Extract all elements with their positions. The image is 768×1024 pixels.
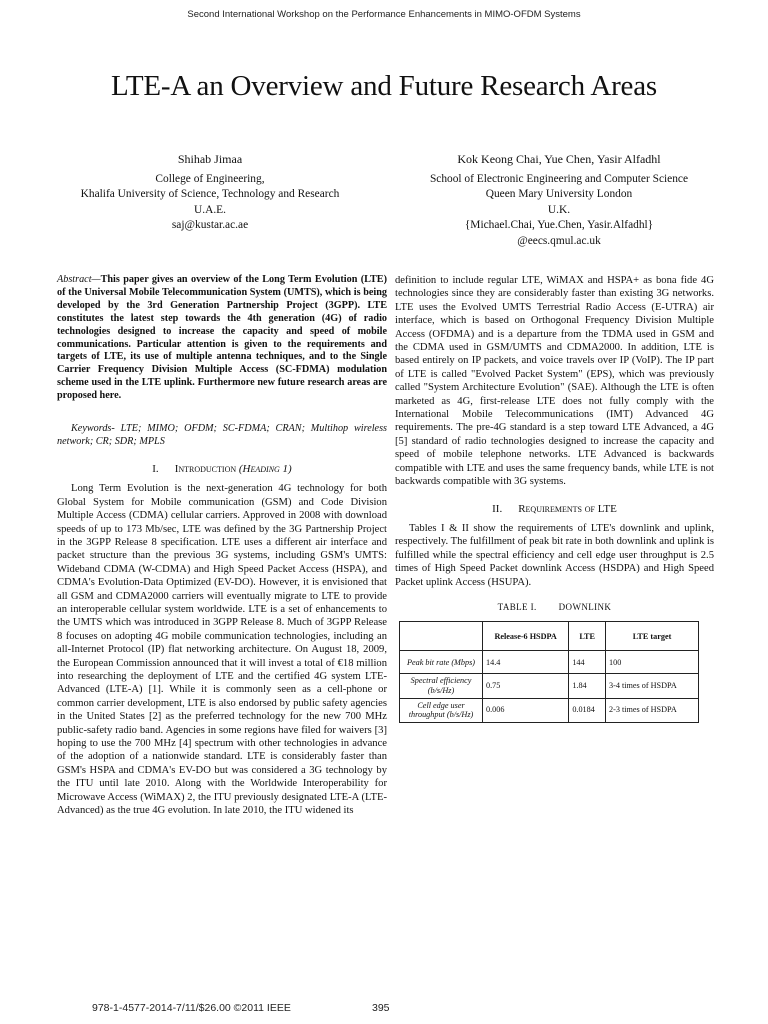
table-header-cell <box>400 622 483 651</box>
section-heading-introduction <box>57 463 387 476</box>
section-title: Introduction <box>174 462 239 475</box>
right-column <box>395 274 714 723</box>
section-number: II. <box>492 502 503 515</box>
table-cell: 14.4 <box>483 651 569 674</box>
table-header-row <box>400 622 699 651</box>
section-title: Requirements of LTE <box>518 502 617 515</box>
running-head: Second International Workshop on the Performance Enhancements in MIMO-OFDM Systems <box>187 9 581 20</box>
section-heading-requirements <box>395 503 714 516</box>
author-affiliation-line: College of Engineering, <box>155 172 265 185</box>
table-caption-text: DOWNLINK <box>558 601 612 612</box>
table-header-cell: LTE target <box>606 622 699 651</box>
table-row-label: Cell edge user throughput (b/s/Hz) <box>400 698 483 722</box>
table-cell: 0.75 <box>483 674 569 698</box>
section-number: I. <box>152 462 159 475</box>
table-cell: 1.84 <box>569 674 606 698</box>
table-row <box>400 651 699 674</box>
author-affiliation-line: Queen Mary University London <box>485 188 633 201</box>
table-row-label: Peak bit rate (Mbps) <box>400 651 483 674</box>
author-email-domain: @eecs.qmul.ac.uk <box>517 234 601 247</box>
section-subtitle: (Heading 1) <box>238 462 292 475</box>
keywords-text: LTE; MIMO; OFDM; SC-FDMA; CRAN; Multihop wireless network; CR; SDR; MPLS <box>57 423 387 447</box>
author-email: saj@kustar.ac.ae <box>171 219 249 232</box>
table-caption <box>395 601 714 614</box>
requirements-paragraph: Tables I & II show the requirements of LTE's downlink and uplink, respectively. The fulfillment of peak bit rate in both downlink and uplink is fulfilled while the spectral efficiency and cell edge user throughput is 2.5 times of High Speed Packet downlink Access (HSDPA) and High Speed Packet uplink Access (HSUPA). <box>395 522 714 588</box>
table-cell: 3-4 times of HSDPA <box>606 674 699 698</box>
abstract-label: Abstract— <box>57 274 101 285</box>
author-block-2 <box>383 152 735 250</box>
introduction-continuation: definition to include regular LTE, WiMAX and HSPA+ as bona fide 4G technologies since they are considerably faster than existing 3G networks. LTE uses the Evolved UMTS Terrestrial Radio Access (E-UTRA) air interface, which is based on Orthogonal Frequency Division Multiple Access (OFDMA) and is a departure from the TDMA used in GSM and the CDMA used in GSM/UMTS and CDMA2000. In addition, LTE is based entirely on IP packets, and voice travels over IP (VoIP). The IP part of LTE is called "Evolved Packet System" (EPS), which was previously called "System Architecture Evolution" (SAE). Although the LTE is often marketed as 4G, first-release LTE does not fully comply with the International Mobile Telecommunications (IMT) Advanced 4G requirements. The pre-4G standard is a step toward LTE Advanced, a 4G [5] standard of radio technologies designed to increase the capacity and speed of mobile telephone networks. LTE Advanced is backwards compatible with LTE and uses the same frequency bands, while LTE is not backwards compatible with 3G systems. <box>395 275 714 488</box>
author-name: Shihab Jimaa <box>177 152 243 166</box>
author-block-1 <box>40 152 380 234</box>
table-row <box>400 698 699 722</box>
author-name: Kok Keong Chai, Yue Chen, Yasir Alfadhl <box>457 152 661 166</box>
page-number: 395 <box>372 1002 390 1014</box>
table-cell: 100 <box>606 651 699 674</box>
left-column <box>57 274 387 817</box>
keywords <box>57 423 387 449</box>
copyright-footer: 978-1-4577-2014-7/11/$26.00 ©2011 IEEE <box>92 1002 291 1014</box>
table-header-cell: LTE <box>569 622 606 651</box>
table-cell: 0.006 <box>483 698 569 722</box>
author-affiliation-line: U.A.E. <box>194 203 226 216</box>
abstract <box>57 274 387 403</box>
table-row <box>400 674 699 698</box>
abstract-text: This paper gives an overview of the Long Term Evolution (LTE) of the Universal Mobile Telecommunication System (UMTS), which is being developed by the 3rd Generation Partnership Project (3GPP). LTE constitutes the latest step towards the 4th generation (4G) of radio technologies designed to increase the capacity and speed of mobile communications. Particular attention is given to the requirements and targets of LTE, its use of multiple antenna techniques, and to the Single Carrier Frequency Division Multiple Access (SC-FDMA) modulation scheme used in the LTE uplink. Furthermore new future research areas are proposed here. <box>57 274 387 402</box>
paper-title: LTE-A an Overview and Future Research Areas <box>111 70 657 102</box>
table-row-label: Spectral efficiency (b/s/Hz) <box>400 674 483 698</box>
table-number: TABLE I. <box>497 601 537 612</box>
table-cell: 2-3 times of HSDPA <box>606 698 699 722</box>
table-header-cell: Release-6 HSDPA <box>483 622 569 651</box>
author-affiliation-line: Khalifa University of Science, Technology and Research <box>80 188 340 201</box>
introduction-paragraph: Long Term Evolution is the next-generation 4G technology for both Global System for Mobile communication (GSM) and Code Division Multiple Access (CDMA) cellular carriers. Approved in 2008 with download speeds of up to 173 Mb/sec, LTE was defined by the 3G Partnership Project in the 3GPP Release 8 specification. LTE uses a different air interface and packet structure than the previous 3G systems, including GSM's UMTS: Wideband CDMA (W-CDMA) and High Speed Packet Access (HSPA), and CDMA's Evolution-Data Optimized (EV-DO). However, it is envisioned that all GSM and CDMA2000 carriers will eventually migrate to LTE to provide an interoperable cellular system worldwide. LTE is a set of enhancements to the UMTS which was introduced in 3GPP Release 8. Much of 3GPP Release 8 focuses on adopting 4G mobile communication technologies, including an all-Internet Protocol (IP) flat networking architecture. On August 18, 2009, the European Commission announced that it will invest a total of €18 million into researching the deployment of LTE and the certified 4G system LTE-Advanced (LTE-A) [1]. While it is commonly seen as a cell-phone or common carrier development, LTE is also endorsed by public safety agencies in the United States [2] as the preferred technology for the new 700 MHz public-safety radio band. Agencies in some regions have filed for waivers [3] hoping to use the 700 MHz [4] spectrum with other technologies in advance of the adoption of a nationwide standard. LTE is considerably faster than GSM's HSPA and CDMA's EV-DO but was considered a 3G technology by the ITU until late 2010. Along with the Worldwide Interoperability for Microwave Access (WiMAX) 2, the ITU previously designated LTE-A (LTE-Advanced) as the true 4G evolution. In late 2010, the ITU widened its <box>57 483 387 817</box>
table-cell: 144 <box>569 651 606 674</box>
downlink-requirements-table <box>399 621 699 722</box>
author-affiliation-line: U.K. <box>547 203 571 216</box>
table-cell: 0.0184 <box>569 698 606 722</box>
author-email: {Michael.Chai, Yue.Chen, Yasir.Alfadhl} <box>464 219 654 232</box>
keywords-label: Keywords- <box>71 423 115 435</box>
author-affiliation-line: School of Electronic Engineering and Computer Science <box>429 172 689 185</box>
